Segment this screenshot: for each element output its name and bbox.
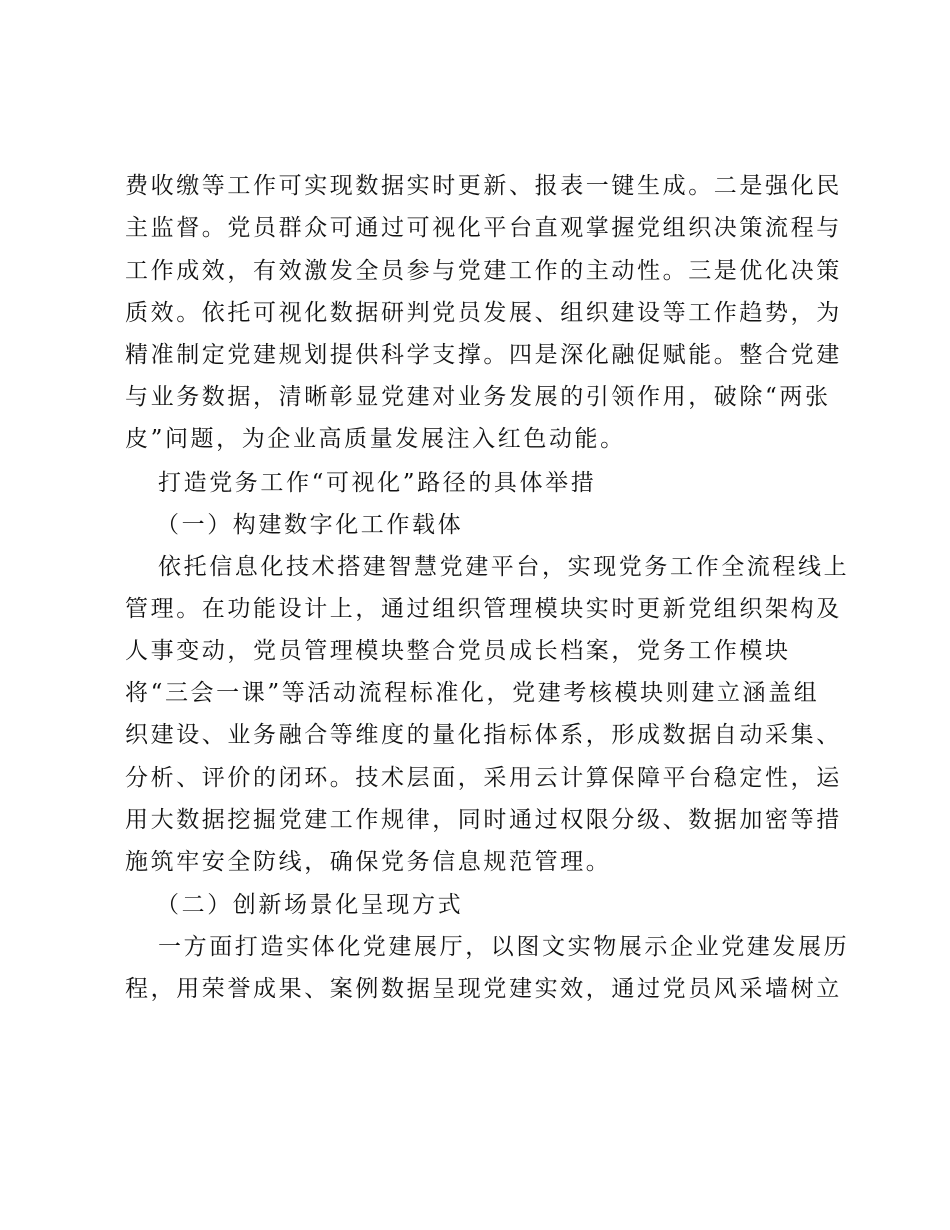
- paragraph-line: 与业务数据，清晰彰显党建对业务发展的引领作用，破除“两张: [125, 384, 831, 410]
- paragraph-line: 施筑牢安全防线，确保党务信息规范管理。: [125, 849, 612, 875]
- paragraph-line: 质效。依托可视化数据研判党员发展、组织建设等工作趋势，为: [125, 300, 842, 326]
- paragraph-line: 用大数据挖掘党建工作规律，同时通过权限分级、数据加密等措: [125, 807, 842, 833]
- paragraph-line: 分析、评价的闭环。技术层面，采用云计算保障平台稳定性，运: [125, 765, 842, 791]
- subsection-heading-2: （二）创新场景化呈现方式: [156, 892, 464, 918]
- paragraph-line: 工作成效，有效激发全员参与党建工作的主动性。三是优化决策: [125, 258, 842, 284]
- paragraph-line: 费收缴等工作可实现数据实时更新、报表一键生成。二是强化民: [125, 173, 842, 199]
- paragraph-line: 一方面打造实体化党建展厅，以图文实物展示企业党建发展历: [158, 934, 850, 960]
- paragraph-line: 程，用荣誉成果、案例数据呈现党建实效，通过党员风采墙树立: [125, 976, 842, 1002]
- paragraph-line: 织建设、业务融合等维度的量化指标体系，形成数据自动采集、: [125, 722, 842, 748]
- section-heading: 打造党务工作“可视化”路径的具体举措: [158, 470, 597, 496]
- paragraph-line: 皮”问题，为企业高质量发展注入红色动能。: [125, 426, 626, 452]
- paragraph-line: 管理。在功能设计上，通过组织管理模块实时更新党组织架构及: [125, 596, 842, 622]
- paragraph-line: 将“三会一课”等活动流程标准化，党建考核模块则建立涵盖组: [125, 680, 820, 706]
- paragraph-line: 依托信息化技术搭建智慧党建平台，实现党务工作全流程线上: [158, 554, 850, 580]
- paragraph-line: 人事变动，党员管理模块整合党员成长档案，党务工作模块: [125, 638, 791, 664]
- paragraph-line: 主监督。党员群众可通过可视化平台直观掌握党组织决策流程与: [125, 215, 842, 241]
- subsection-heading-1: （一）构建数字化工作载体: [156, 512, 464, 538]
- paragraph-line: 精准制定党建规划提供科学支撑。四是深化融促赋能。整合党建: [125, 342, 842, 368]
